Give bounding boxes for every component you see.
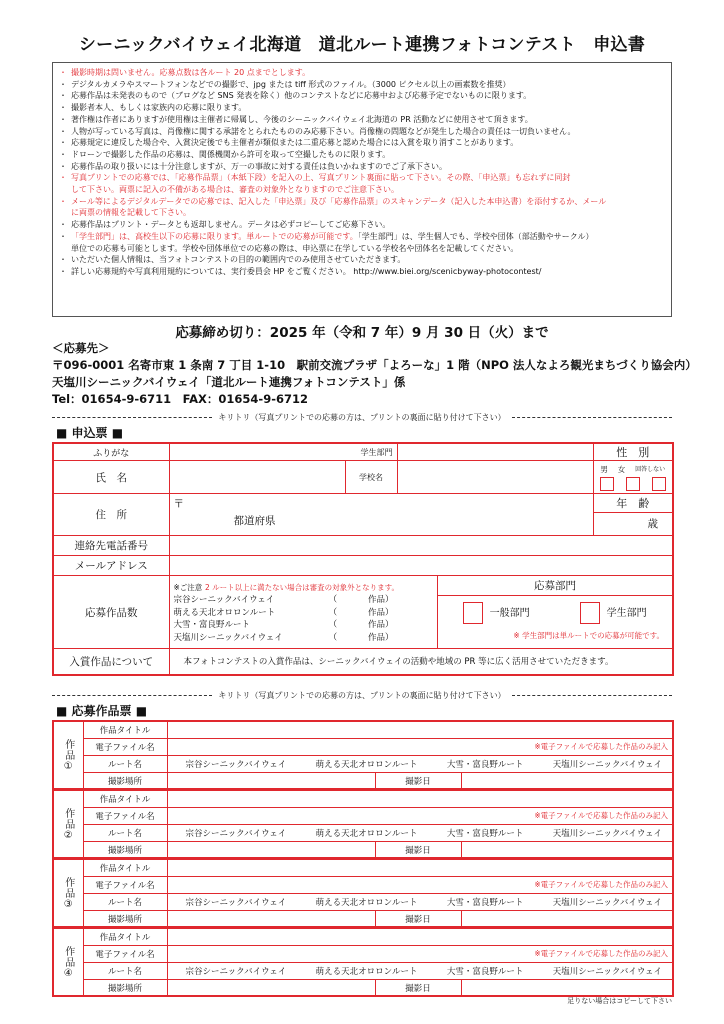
no-answer-checkbox[interactable] (652, 477, 666, 491)
count-unit: 作品） (367, 595, 394, 606)
entry-place-field[interactable] (167, 841, 375, 858)
rule-item: ・ 応募作品はプリント・データとも返却しません。データは必ずコピーしてご応募下さい。 (59, 219, 665, 231)
age-label: 年 齢 (594, 495, 673, 513)
email-label: メールアドレス (53, 556, 169, 576)
entry-route-option[interactable]: 宗谷シーニックバイウェイ (185, 759, 287, 770)
entry-route-option[interactable]: 萌える天北オロロンルート (315, 828, 418, 839)
rule-item: ・ 著作権は作者にありますが使用権は主催者に帰属し、今後のシーニックバイウェイ北海道の PR 活動などに使用させて頂きます。 (59, 114, 665, 126)
application-heading: ■ 申込票 ■ (56, 426, 124, 440)
entry-file-note[interactable]: ※電子ファイルで応募した作品のみ記入 (167, 807, 673, 824)
entry-work-label: 作品 (62, 738, 74, 761)
female-checkbox[interactable] (626, 477, 640, 491)
rule-item: に両票の情報を記載して下さい。 (71, 208, 191, 218)
school-label: 学校名 (345, 461, 397, 494)
page-title: シーニックバイウェイ北海道 道北ルート連携フォトコンテスト 申込書 (78, 35, 646, 55)
student-note: ※ 学生部門は単ルートでの応募が可能です。 (513, 631, 664, 640)
postal-mark: 〒 (173, 498, 184, 510)
send-to-contact: Tel：01654-9-6711 FAX：01654-9-6712 (52, 392, 308, 406)
entry-file-label: 電子ファイル名 (83, 945, 167, 962)
entry-heading: ■ 応募作品票 ■ (56, 704, 148, 718)
male-label: 男 (600, 464, 608, 474)
rule-item: ・ 応募規定に違反した場合や、入賞決定後でも主催者が類似または二重応募と認めた場合には入賞を取り消すことがあります。 (59, 137, 665, 149)
count-label: 応募作品数 (53, 576, 169, 649)
entry-route-option[interactable]: 萌える天北オロロンルート (315, 759, 418, 770)
count-route-row (174, 619, 394, 632)
send-to-address: 〒096-0001 名寄市東 1 条南 7 丁目 1-10 駅前交流プラザ「よろーな」1 階（NPO 法人なよろ観光まちづくり協会内） (52, 358, 697, 372)
entry-place-field[interactable] (167, 910, 375, 927)
school-field[interactable] (397, 461, 593, 494)
rule-item: して下さい。両票に記入の不備がある場合は、審査の対象外となりますのでご注意下さい。 (71, 185, 399, 195)
entry-route-options[interactable] (167, 893, 673, 910)
count-paren[interactable]: （ (328, 595, 338, 606)
entry-number (53, 790, 83, 858)
rule-item: ・ メール等によるデジタルデータでの応募では、記入した「申込票」及び「応募作品票」のスキャンデータ（記入した本申込書）を添付するか、メール (59, 196, 665, 208)
count-unit: 作品） (367, 620, 394, 631)
entry-route-option[interactable]: 大雪・富良野ルート (446, 897, 524, 908)
count-routes (169, 576, 400, 649)
entry-route-options[interactable] (167, 755, 673, 772)
deadline: 応募締め切り：2025 年（令和 7 年）9 月 30 日（火）まで (175, 325, 549, 341)
general-checkbox[interactable] (463, 602, 483, 624)
entry-work-label: 作品 (62, 945, 74, 968)
entry-file-label: 電子ファイル名 (83, 876, 167, 893)
entry-title-label: 作品タイトル (83, 721, 167, 738)
entry-date-label: 撮影日 (375, 841, 461, 858)
entry-form (52, 927, 674, 997)
cut-line-text-2: キリトリ（写真プリントでの応募の方は、プリントの裏面に貼り付けて下さい） (218, 691, 506, 700)
entry-route-option[interactable]: 天塩川シーニックバイウェイ (552, 897, 663, 908)
gender-options (593, 461, 673, 494)
entry-route-option[interactable]: 天塩川シーニックバイウェイ (552, 828, 663, 839)
entry-title-field[interactable] (167, 790, 673, 807)
count-paren[interactable]: （ (328, 607, 338, 618)
count-route-name: 天塩川シーニックバイウェイ (173, 632, 283, 643)
entry-form (52, 720, 674, 790)
entry-route-option[interactable]: 萌える天北オロロンルート (315, 897, 418, 908)
rule-item: 単位での応募も可能とします。学校や団体単位での応募の際は、申込票に在学している学校名や団体名を記載してください。 (71, 243, 519, 253)
rule-item: ・ 詳しい応募規約や写真利用規約については、実行委員会 HP をご覧ください。 http://www.biei.org/scenicbyway-photocontest/ (59, 266, 665, 278)
rule-item: ・ いただいた個人情報は、当フォトコンテストの目的の範囲内でのみ使用させていただきます。 (59, 254, 665, 266)
count-route-name: 萌える天北オロロンルート (173, 607, 276, 618)
entry-route-option[interactable]: 大雪・富良野ルート (446, 966, 524, 977)
email-field[interactable] (169, 556, 673, 576)
rule-item: ・ 応募作品は未発表のもので（ブログなど SNS 発表を除く）他のコンテストなどに応募中および応募予定でないものに限ります。 (59, 90, 665, 102)
entry-file-note[interactable]: ※電子ファイルで応募した作品のみ記入 (167, 945, 673, 962)
send-to-org: 天塩川シーニックバイウェイ「道北ルート連携フォトコンテスト」係 (52, 375, 406, 389)
entry-number-mark: ① (63, 760, 73, 772)
count-route-name: 大雪・富良野ルート (173, 620, 251, 631)
entry-form (52, 789, 674, 859)
entry-place-label: 撮影場所 (83, 841, 167, 858)
entry-place-label: 撮影場所 (83, 979, 167, 996)
entry-route-option[interactable]: 宗谷シーニックバイウェイ (185, 966, 287, 977)
entry-route-option[interactable]: 天塩川シーニックバイウェイ (552, 966, 663, 977)
rules-box (52, 62, 672, 317)
entry-number (53, 721, 83, 789)
entry-place-label: 撮影場所 (83, 910, 167, 927)
category-cell (397, 576, 673, 649)
entry-file-label: 電子ファイル名 (83, 738, 167, 755)
winning-text: 本フォトコンテストの入賞作品は、シーニックバイウェイの活動や地域の PR 等に広く活用させていただきます。 (169, 649, 673, 675)
entry-date-label: 撮影日 (375, 910, 461, 927)
entry-number (53, 928, 83, 996)
entry-route-label: ルート名 (83, 824, 167, 841)
rule-item: ・ 「学生部門」は、高校生以下の応募に限ります。単ルートでの応募が可能です。「学生部門」は、学生個人でも、学校や団体（部活動やサークル） (59, 231, 665, 243)
entry-date-field[interactable] (461, 841, 673, 858)
category-title: 応募部門 (438, 576, 672, 596)
winning-label: 入賞作品について (53, 649, 169, 675)
entry-route-option[interactable]: 宗谷シーニックバイウェイ (185, 828, 287, 839)
entry-place-field[interactable] (167, 772, 375, 789)
count-note: ※ご注意 2 ルート以上に満たない場合は審査の対象外となります。 (173, 582, 400, 592)
count-route-row (174, 607, 394, 620)
entry-route-option[interactable]: 宗谷シーニックバイウェイ (185, 897, 287, 908)
rule-item: ・ 撮影者本人、もしくは家族内の応募に限ります。 (59, 102, 665, 114)
rule-item: ・ デジタルカメラやスマートフォンなどでの撮影で、jpg または tiff 形式のファイル。（3000 ピクセル以上の画素数を推奨） (59, 79, 665, 91)
entry-route-options[interactable] (167, 962, 673, 979)
entry-route-label: ルート名 (83, 962, 167, 979)
entry-title-field[interactable] (167, 721, 673, 738)
entry-date-field[interactable] (461, 979, 673, 996)
entry-route-label: ルート名 (83, 893, 167, 910)
entry-route-option[interactable]: 大雪・富良野ルート (446, 828, 524, 839)
count-route-row (174, 594, 394, 607)
student-option[interactable] (580, 602, 646, 624)
prefecture-label: 都道府県 (233, 515, 276, 527)
count-paren[interactable]: （ (328, 620, 338, 631)
send-to-heading: ＜応募先＞ (52, 341, 110, 355)
gender-label: 性 別 (593, 443, 673, 461)
address-field[interactable] (169, 494, 593, 536)
count-unit: 作品） (367, 632, 394, 643)
phone-label: 連絡先電話番号 (53, 536, 169, 556)
entry-date-field[interactable] (461, 910, 673, 927)
rule-item: ・ ドローンで撮影した作品の応募は、関係機関から許可を取って空撮したものに限ります。 (59, 149, 665, 161)
entry-work-label: 作品 (62, 876, 74, 899)
count-paren[interactable]: （ (328, 632, 338, 643)
count-route-name: 宗谷シーニックバイウェイ (173, 595, 275, 606)
student-checkbox[interactable] (580, 602, 600, 624)
entry-date-label: 撮影日 (375, 979, 461, 996)
application-form (52, 442, 674, 676)
cut-line-text: キリトリ（写真プリントでの応募の方は、プリントの裏面に貼り付けて下さい） (218, 413, 506, 422)
cut-line (52, 412, 672, 423)
no-answer-label: 回答しない (635, 465, 666, 473)
entry-place-field[interactable] (167, 979, 375, 996)
address-label: 住 所 (53, 494, 169, 536)
send-to-block (52, 340, 697, 408)
entry-title-label: 作品タイトル (83, 859, 167, 876)
entry-title-field[interactable] (167, 859, 673, 876)
phone-field[interactable] (169, 536, 673, 556)
entry-date-label: 撮影日 (375, 772, 461, 789)
entry-number (53, 859, 83, 927)
female-label: 女 (617, 464, 626, 474)
furigana-label: ふりがな (53, 443, 169, 461)
rule-item: ・ 写真プリントでの応募では、「応募作品票」（本紙下段）を記入の上、写真プリント裏面に貼って下さい。その際、「申込票」も忘れずに同封 (59, 172, 665, 184)
entry-number-mark: ② (63, 829, 73, 841)
rule-item: ・ 人物が写っている写真は、肖像権に関する承諾をとられたもののみ応募下さい。肖像権の問題などが発生した場合の責任は一切負いません。 (59, 126, 665, 138)
student-dept-label: 学生部門 (169, 443, 397, 461)
count-route-list (174, 594, 394, 644)
entry-route-label: ルート名 (83, 755, 167, 772)
entry-file-note[interactable]: ※電子ファイルで応募した作品のみ記入 (167, 738, 673, 755)
entry-title-label: 作品タイトル (83, 928, 167, 945)
entry-title-label: 作品タイトル (83, 790, 167, 807)
entry-place-label: 撮影場所 (83, 772, 167, 789)
entry-route-option[interactable]: 大雪・富良野ルート (446, 759, 524, 770)
entry-date-field[interactable] (461, 772, 673, 789)
count-unit: 作品） (367, 607, 394, 618)
entry-number-mark: ④ (63, 967, 73, 979)
entry-route-option[interactable]: 萌える天北オロロンルート (315, 966, 418, 977)
general-option[interactable] (463, 602, 529, 624)
age-cell[interactable] (593, 494, 673, 536)
entry-route-option[interactable]: 天塩川シーニックバイウェイ (552, 759, 663, 770)
entry-work-label: 作品 (62, 807, 74, 830)
name-label: 氏 名 (53, 461, 169, 494)
entry-form (52, 858, 674, 928)
footer-note: 足りない場合はコピーして下さい (567, 997, 672, 1005)
rule-item: ・ 応募作品の取り扱いには十分注意しますが、万一の事故に対する責任は負いかねますのでご了承下さい。 (59, 161, 665, 173)
entry-file-label: 電子ファイル名 (83, 807, 167, 824)
entry-file-note[interactable]: ※電子ファイルで応募した作品のみ記入 (167, 876, 673, 893)
entry-number-mark: ③ (63, 898, 73, 910)
furigana-field[interactable] (397, 443, 593, 461)
cut-line-2 (52, 690, 672, 701)
entry-route-options[interactable] (167, 824, 673, 841)
general-label: 一般部門 (489, 608, 530, 619)
name-field[interactable] (169, 461, 345, 494)
count-route-row (174, 632, 394, 645)
male-checkbox[interactable] (600, 477, 614, 491)
age-unit: 歳 (647, 517, 658, 530)
rule-item: ・ 撮影時期は問いません。応募点数は各ルート 20 点までとします。 (59, 67, 665, 79)
student-label: 学生部門 (606, 608, 647, 619)
entry-title-field[interactable] (167, 928, 673, 945)
